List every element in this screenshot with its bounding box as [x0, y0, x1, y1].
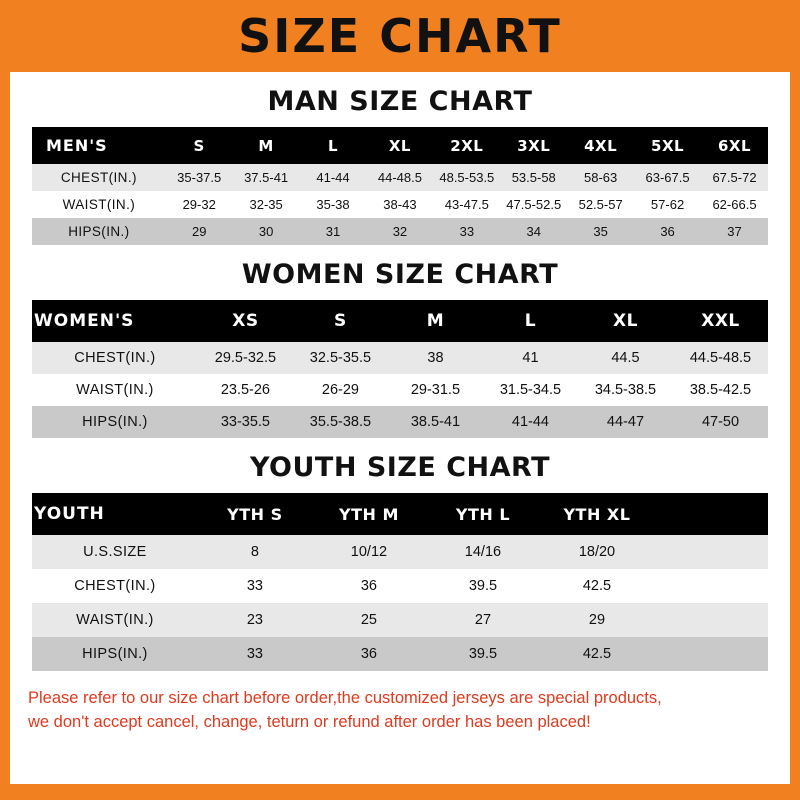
cell: 23.5-26 — [220, 382, 270, 398]
table-header-row — [32, 493, 768, 535]
header-cell: YTH M — [338, 504, 399, 524]
cell: 18/20 — [578, 544, 616, 560]
row-label: CHEST(IN.) — [74, 350, 156, 366]
header-cell: YTH L — [455, 504, 511, 524]
section-title-youth: YOUTH SIZE CHART — [249, 452, 551, 483]
header-cell: L — [327, 136, 339, 155]
row-label: WAIST(IN.) — [76, 612, 154, 628]
section-youth — [10, 452, 790, 671]
header-cell: M — [258, 136, 274, 155]
cell: 38.5-42.5 — [689, 382, 752, 398]
cell: 36 — [660, 224, 675, 239]
header-cell: S — [334, 311, 347, 331]
cell: 42.5 — [582, 578, 612, 594]
header-cell: XL — [613, 311, 638, 331]
table-men — [32, 127, 768, 245]
cell: 30 — [258, 224, 274, 239]
row-label: CHEST(IN.) — [74, 578, 156, 594]
cell: 39.5 — [468, 578, 498, 594]
header-cell-label: WOMEN'S — [34, 311, 135, 331]
cell: 41 — [522, 350, 539, 366]
cell: 35.5-38.5 — [309, 414, 372, 430]
cell: 41-44 — [316, 170, 350, 185]
table-row — [32, 637, 768, 671]
cell: 25 — [360, 612, 377, 628]
cell: 42.5 — [582, 646, 612, 662]
table-row — [32, 569, 768, 603]
header-cell: 5XL — [651, 136, 685, 155]
cell: 37.5-41 — [244, 170, 289, 185]
cell: 41-44 — [511, 414, 549, 430]
cell: 44-48.5 — [377, 170, 422, 185]
cell: 29 — [191, 224, 207, 239]
header-cell: XXL — [701, 311, 740, 331]
cell: 35-37.5 — [177, 170, 222, 185]
bottom-accent-bar — [10, 784, 790, 800]
header-cell: 6XL — [717, 136, 752, 155]
header-cell-empty — [654, 493, 768, 535]
cell: 29-31.5 — [410, 382, 461, 398]
header-cell: YTH S — [227, 504, 283, 524]
cell: 63-67.5 — [645, 170, 690, 185]
table-row — [32, 164, 768, 191]
cell: 36 — [360, 646, 377, 662]
header-cell: M — [426, 311, 445, 331]
table-row — [32, 603, 768, 637]
cell: 37 — [727, 224, 742, 239]
table-youth — [32, 493, 768, 671]
cell: 44.5 — [611, 350, 640, 366]
cell: 32.5-35.5 — [309, 350, 372, 366]
cell-empty — [654, 569, 768, 603]
notice — [28, 687, 772, 735]
row-label: CHEST(IN.) — [60, 170, 137, 185]
table-header-row — [32, 127, 768, 164]
cell: 27 — [474, 612, 492, 628]
notice-line-1: Please refer to our size chart before order,the customized jerseys are special products, — [28, 689, 662, 707]
section-title-men: MAN SIZE CHART — [267, 86, 533, 117]
header-cell-label: YOUTH — [34, 504, 105, 524]
cell: 8 — [250, 544, 259, 560]
cell: 57-62 — [650, 197, 685, 212]
cell: 44.5-48.5 — [689, 350, 752, 366]
table-header-row — [32, 300, 768, 342]
cell: 33-35.5 — [220, 414, 270, 430]
cell: 67.5-72 — [712, 170, 757, 185]
cell: 36 — [360, 578, 377, 594]
cell: 43-47.5 — [444, 197, 489, 212]
cell-empty — [654, 637, 768, 671]
cell: 35-38 — [316, 197, 350, 212]
header-cell: XS — [232, 311, 259, 331]
cell: 35 — [593, 224, 608, 239]
cell: 47.5-52.5 — [506, 197, 562, 212]
cell-empty — [654, 603, 768, 637]
row-label: HIPS(IN.) — [82, 414, 148, 430]
header-cell: XL — [388, 136, 411, 155]
header-cell: 3XL — [517, 136, 551, 155]
table-row — [32, 374, 768, 406]
cell: 38.5-41 — [410, 414, 461, 430]
row-label: WAIST(IN.) — [76, 382, 154, 398]
cell: 34 — [526, 224, 541, 239]
table-women — [32, 300, 768, 438]
cell: 44-47 — [606, 414, 645, 430]
cell: 32-35 — [249, 197, 283, 212]
header-cell: S — [193, 136, 205, 155]
table-row — [32, 218, 768, 245]
notice-line-2: we don't accept cancel, change, teturn or refund after order has been placed! — [28, 712, 591, 731]
table-row — [32, 191, 768, 218]
row-label: HIPS(IN.) — [82, 646, 148, 662]
cell: 31.5-34.5 — [499, 382, 562, 398]
row-label: HIPS(IN.) — [68, 224, 130, 239]
header-cell: 4XL — [584, 136, 618, 155]
row-label: U.S.SIZE — [83, 544, 147, 560]
cell: 53.5-58 — [511, 170, 556, 185]
section-men — [10, 86, 790, 245]
cell: 38-43 — [383, 197, 417, 212]
header-cell-label: MEN'S — [46, 136, 108, 155]
cell: 33 — [246, 646, 263, 662]
table-row — [32, 342, 768, 374]
section-title-women: WOMEN SIZE CHART — [241, 259, 559, 290]
cell: 52.5-57 — [578, 197, 623, 212]
cell: 31 — [325, 224, 341, 239]
table-row — [32, 406, 768, 438]
table-row — [32, 535, 768, 569]
cell: 62-66.5 — [712, 197, 757, 212]
cell: 58-63 — [584, 170, 618, 185]
cell-empty — [654, 535, 768, 569]
banner-title: SIZE CHART — [238, 9, 562, 63]
cell: 23 — [246, 612, 263, 628]
cell: 48.5-53.5 — [439, 170, 495, 185]
cell: 26-29 — [321, 382, 359, 398]
header-cell: YTH XL — [563, 504, 631, 524]
cell: 33 — [246, 578, 263, 594]
cell: 39.5 — [468, 646, 498, 662]
cell: 14/16 — [464, 544, 502, 560]
header-cell: L — [524, 311, 537, 331]
cell: 32 — [392, 224, 408, 239]
cell: 33 — [459, 224, 475, 239]
cell: 29-32 — [182, 197, 216, 212]
section-women — [10, 259, 790, 438]
banner — [10, 0, 790, 72]
cell: 38 — [427, 350, 444, 366]
row-label: WAIST(IN.) — [62, 197, 136, 212]
cell: 29.5-32.5 — [214, 350, 277, 366]
cell: 29 — [588, 612, 606, 628]
cell: 10/12 — [350, 544, 388, 560]
cell: 47-50 — [701, 414, 740, 430]
header-cell: 2XL — [450, 136, 484, 155]
cell: 34.5-38.5 — [594, 382, 657, 398]
